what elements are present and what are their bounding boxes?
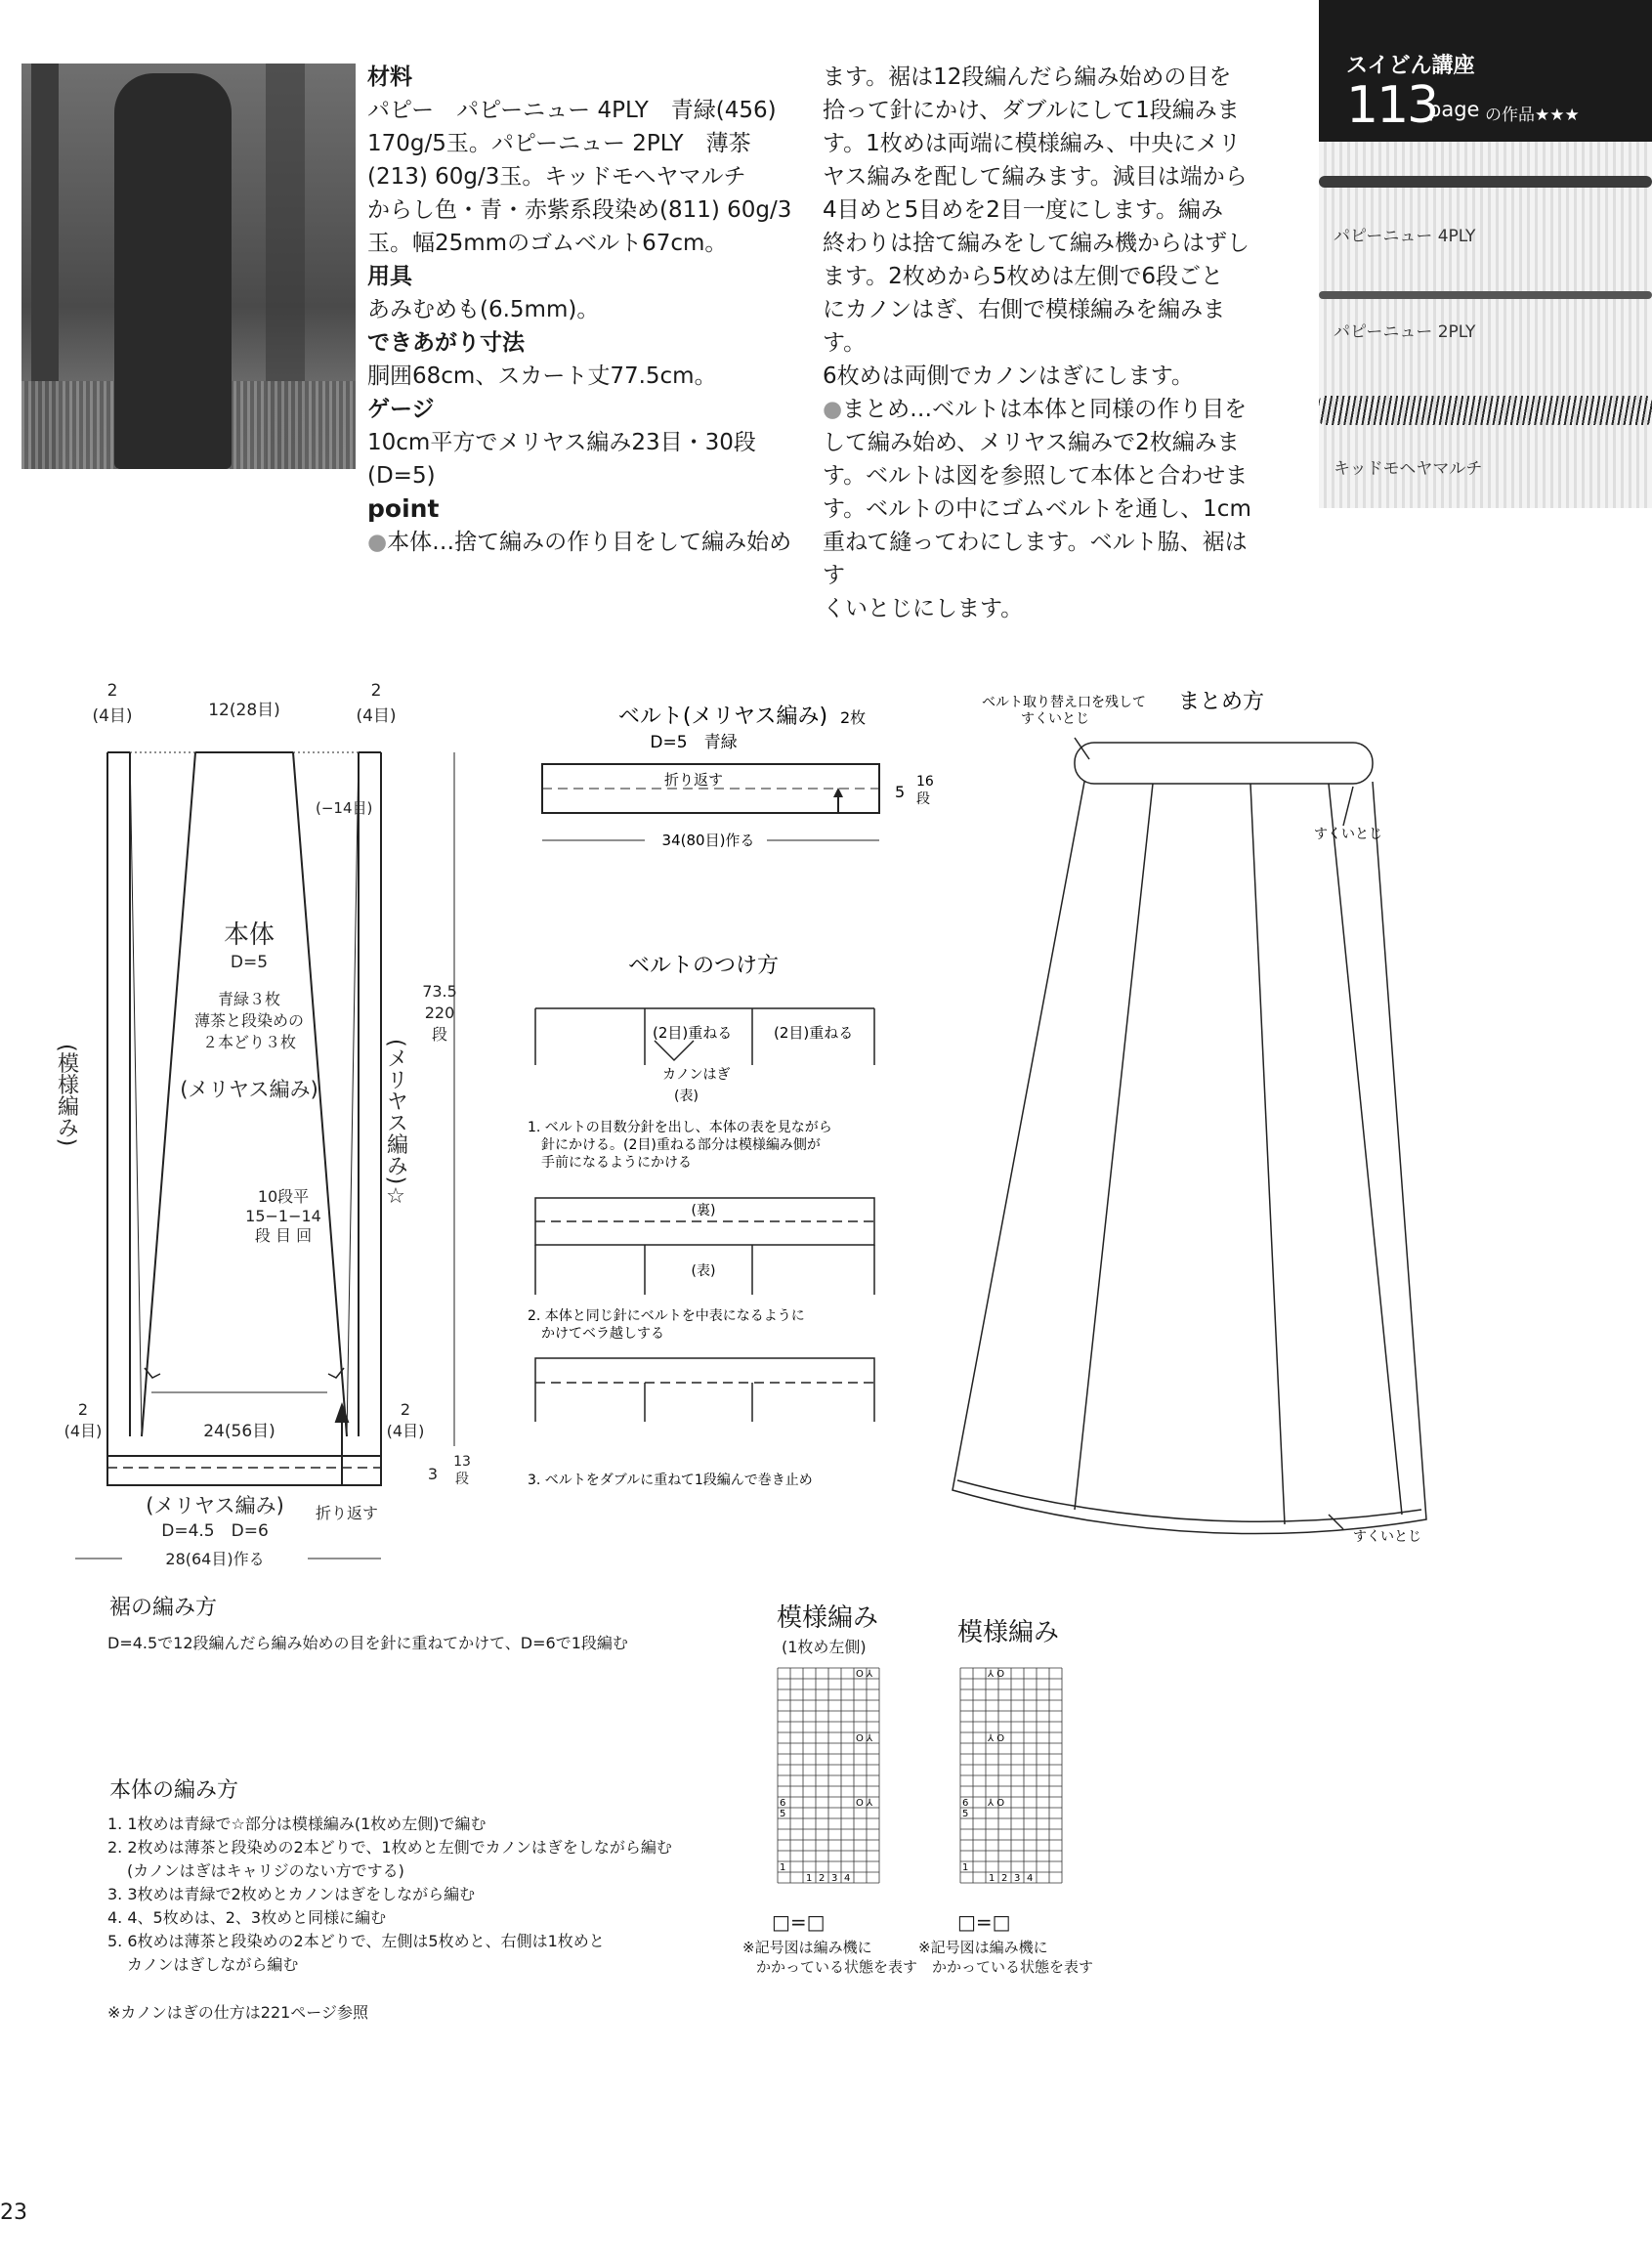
finish-text: まとめ…ベルトは本体と同様の作り目を [842,397,1248,422]
finish-line: す。ベルトの中にゴムベルトを通し、1cm [823,496,1251,522]
point-cont-line: 6枚めは両側でカノンはぎにします。 [823,363,1194,389]
point-cont-line: 拾って針にかけ、ダブルにして1段編みま [823,98,1240,123]
top-right-cm: 2 [370,681,382,701]
waistband [1075,743,1373,784]
step2-line2: かけてベラ越しする [541,1326,664,1342]
point-line [367,526,797,559]
page-ref-number: 113 [1346,76,1438,135]
chart1-grid [770,1664,887,1899]
dec-rule-1: 10段平 [257,1187,310,1206]
belt-height-unit: 段 [916,791,930,807]
belt-height-rows: 16 [916,774,934,790]
point-cont-line: ます。2枚めから5枚めは左側で6段ごと [823,264,1224,289]
point-cont-line: にカノンはぎ、右側で模様編みを編みます。 [823,297,1226,356]
grid-col-label: 4 [844,1873,851,1884]
materials-line: 玉。幅25mmのゴムベルト67cm。 [367,231,728,256]
chart2-grid [953,1664,1070,1899]
chart1-note [742,1938,917,1977]
point-cont-line: 終わりは捨て編みをして編み機からはずし [823,231,1250,256]
chart1-title: 模様編み [777,1603,879,1633]
point-cont-line: ヤス編みを配して編みます。減目は端から [823,164,1248,190]
body-diagram [54,674,484,1583]
body-color-1: 青緑３枚 [217,990,281,1008]
yarn-4ply-strand [1319,176,1652,188]
stitch-symbol: O ⅄ [856,1733,873,1744]
body-method-line: 4. 4、5枚めは、2、3枚めと同様に編む [107,1908,387,1927]
gauge-heading: ゲージ [367,397,435,422]
belt-attach-diagram [508,948,918,1505]
panel-seam [1329,784,1402,1515]
belt-fold-label: 折り返す [664,771,724,789]
step1-line2: 針にかける。(2目)重ねる部分は模様編み側が [541,1137,821,1153]
body-method-list [107,1813,694,1977]
body-color-3: ２本どり３枚 [201,1033,297,1051]
chart2-legend: □=□ [957,1910,1011,1934]
tools-text: あみむめも(6.5mm)。 [367,297,600,322]
size-text: 胴囲68cm、スカート丈77.5cm。 [367,363,717,389]
hem-stitch: (メリヤス編み) [146,1494,284,1517]
bottom-right-sts: (4目) [386,1422,425,1440]
castOn-label: 28(64目)作る [165,1550,265,1568]
stitch-symbol: O ⅄ [856,1669,873,1680]
stitch-symbol: O ⅄ [856,1798,873,1809]
materials-heading: 材料 [367,64,412,90]
finish-line [823,393,1262,426]
body-outline [107,752,381,1485]
body-gauge: D=5 [230,953,269,972]
mid-width: 24(56目) [203,1422,275,1441]
finishing-title: まとめ方 [1177,690,1265,714]
skirt-outline [953,782,1426,1534]
gauge-line: 10cm平方でメリヤス編み23目・30段 [367,430,756,455]
top-center-width: 12(28目) [208,701,280,720]
series-title: スイどん講座 [1346,54,1475,78]
body-method-line: 5. 6枚めは薄茶と段染めの2本どりで、左側は5枚めと、右側は1枚めと [107,1932,605,1950]
hem-gauge: D=4.5 D=6 [161,1521,269,1541]
model-figure [114,73,232,469]
height-unit: 段 [431,1025,448,1044]
note-leader [1075,738,1089,759]
gauge-line: (D=5) [367,463,436,489]
belt-step3 [535,1358,874,1383]
top-left-sts: (4目) [92,706,133,726]
dec-rule-2: 15−1−14 [245,1207,321,1225]
materials-line: 170g/5玉。パピーニュー 2PLY 薄茶 [367,131,751,156]
model-photo [21,64,356,469]
top-right-sts: (4目) [356,706,397,726]
belt-title: ベルト(メリヤス編み) [617,705,828,729]
point-cont-line: す。1枚めは両端に模様編み、中央にメリ [823,131,1242,156]
grid-col-label: 2 [819,1873,826,1884]
hem-method-title: 裾の編み方 [109,1596,218,1620]
hem-rows: 13 [453,1454,471,1470]
page-number: 23 [0,2200,27,2225]
finish-line: す。ベルトは図を参照して本体と合わせま [823,463,1249,489]
omote-label: (表) [674,1089,699,1104]
fold-label: 折り返す [316,1504,379,1522]
chart2-note-line: かかっている状態を表す [932,1958,1094,1976]
body-method-line: (カノンはぎはキャリジのない方でする) [127,1861,404,1880]
top-left-cm: 2 [106,681,118,701]
page-ref-suffix: page [1428,98,1480,121]
finishing-note-1: ベルト取り替え口を残して [982,695,1146,710]
step1-line1: 1. ベルトの目数分針を出し、本体の表を見ながら [528,1120,832,1135]
yarn-mohair-label: キッドモヘヤマルチ [1334,459,1483,479]
hem-fold [957,1480,1421,1521]
finishing-diagram [938,679,1446,1559]
left-inner-line [130,752,142,1436]
hem-method-text: D=4.5で12段編んだら編み始めの目を針に重ねてかけて、D=6で1段編む [107,1634,628,1652]
chart2-note-line: ※記号図は編み機に [918,1939,1048,1956]
yarn-panel [1319,0,1652,508]
stitch-symbol: ⅄ O [988,1733,1005,1744]
grid-row-label: 6 [780,1798,786,1809]
stitch-symbol: ⅄ O [988,1798,1005,1809]
pattern-charts [742,1598,1172,2086]
ura-label: (裏) [691,1203,716,1218]
grid-row-label: 5 [780,1809,786,1819]
fold-arrow-head [336,1405,348,1422]
omote2-label: (表) [691,1263,716,1279]
body-method-line: 3. 3枚めは青緑で2枚めとカノンはぎをしながら編む [107,1885,476,1903]
grid-col-label: 1 [806,1873,813,1884]
leader-2 [1329,1515,1343,1529]
right-inner-line [347,752,359,1436]
leader-1 [1343,787,1353,826]
grid-col-label: 1 [989,1873,995,1884]
body-color-2: 薄茶と段染めの [193,1011,305,1030]
chart1-legend: □=□ [772,1910,826,1934]
chart1-subtitle: (1枚め左側) [782,1638,867,1656]
belt-attach-title: ベルトのつけ方 [627,954,780,978]
left-side-label: (模様編み) [54,1044,79,1147]
yarn-2ply-label: パピーニュー 2PLY [1334,322,1476,342]
belt-width-label: 34(80目)作る [661,832,755,849]
grid-col-label: 3 [1014,1873,1021,1884]
sukui-label-2: すくいとじ [1353,1529,1421,1545]
dec-rule-3: 段 目 回 [254,1226,313,1245]
hem-cm: 3 [427,1465,439,1483]
chart2-title: 模様編み [957,1618,1060,1647]
bullet-icon: ● [823,397,843,422]
bottom-left-sts: (4目) [64,1422,103,1440]
body-method-line: 1. 1枚めは青緑で☆部分は模様編み(1枚め左側)で編む [107,1815,487,1833]
kanon-label: カノンはぎ [662,1067,731,1083]
series-header [1319,0,1652,142]
finish-line: 重ねて縫ってわにします。ベルト脇、裾はす [823,530,1248,588]
belt-diagram [528,694,967,850]
dec-count: (−14目) [316,799,373,817]
belt-gauge: D=5 青緑 [650,733,738,752]
point-heading: point [367,494,440,523]
grid-col-label: 4 [1027,1873,1034,1884]
belt-count: 2枚 [840,708,867,727]
overlap-label-2: (2目)重ねる [774,1024,854,1042]
materials-line: パピー パピーニュー 4PLY 青緑(456) [367,98,777,123]
info-column-2 [823,61,1262,625]
belt-height-cm: 5 [895,783,906,801]
bottom-right-cm: 2 [400,1400,411,1419]
grid-row-label: 5 [962,1809,969,1819]
materials-line: (213) 60g/3玉。キッドモヘヤマルチ [367,164,746,190]
yarn-4ply-label: パピーニュー 4PLY [1334,227,1476,246]
kanon-bracket [655,1041,694,1060]
grid-row-label: 1 [780,1862,786,1873]
hem-unit: 段 [455,1472,469,1487]
grid-col-label: 2 [1001,1873,1008,1884]
panel-seam [1075,784,1153,1510]
panel-seam [1250,784,1285,1524]
chart2-note [918,1938,1093,1977]
yarn-mohair-strand [1319,396,1652,425]
step2-line1: 2. 本体と同じ針にベルトを中表になるように [528,1308,805,1324]
grid-col-label: 3 [831,1873,838,1884]
right-side-label: (メリヤス編み)☆ [383,1039,408,1210]
size-heading: できあがり寸法 [367,330,525,356]
materials-line: からし色・青・赤紫系段染め(811) 60g/3 [367,197,792,223]
height-cm: 73.5 [422,982,457,1001]
step1-line3: 手前になるようにかける [541,1155,692,1171]
point-text: 本体…捨て編みの作り目をして編み始め [387,530,792,555]
chart1-note-line: ※記号図は編み機に [742,1939,872,1956]
point-cont-line: ます。裾は12段編んだら編み始めの目を [823,64,1232,90]
yarn-2ply-strand [1319,291,1652,299]
info-column-1 [367,61,797,559]
grid-row-label: 1 [962,1862,969,1873]
chart1-note-line: かかっている状態を表す [756,1958,918,1976]
bottom-left-cm: 2 [77,1400,89,1419]
body-stitch: (メリヤス編み) [180,1078,318,1101]
point-cont-line: 4目めと5目めを2目一度にします。編み [823,197,1224,223]
body-method-ref: ※カノンはぎの仕方は221ページ参照 [107,2003,368,2022]
body-title: 本体 [223,920,275,950]
stitch-symbol: ⅄ O [988,1669,1005,1680]
page-ref-rating: の作品★★★ [1485,106,1580,125]
bullet-icon: ● [367,530,388,555]
overlap-label-1: (2目)重ねる [653,1024,733,1042]
sukui-label-1: すくいとじ [1314,827,1382,842]
grid-row-label: 6 [962,1798,969,1809]
body-method-line: 2. 2枚めは薄茶と段染めの2本どりで、1枚めと左側でカノンはぎをしながら編む [107,1838,672,1857]
height-rows: 220 [424,1004,455,1022]
step3-line: 3. ベルトをダブルに重ねて1段編んで巻き止め [528,1473,813,1488]
finish-line: くいとじにします。 [823,596,1024,621]
finish-line: して編み始め、メリヤス編みで2枚編みま [823,430,1240,455]
tools-heading: 用具 [367,264,412,289]
body-method-line: カノンはぎしながら編む [127,1955,299,1974]
body-method-title: 本体の編み方 [109,1778,239,1803]
finishing-note-2: すくいとじ [1021,711,1089,727]
